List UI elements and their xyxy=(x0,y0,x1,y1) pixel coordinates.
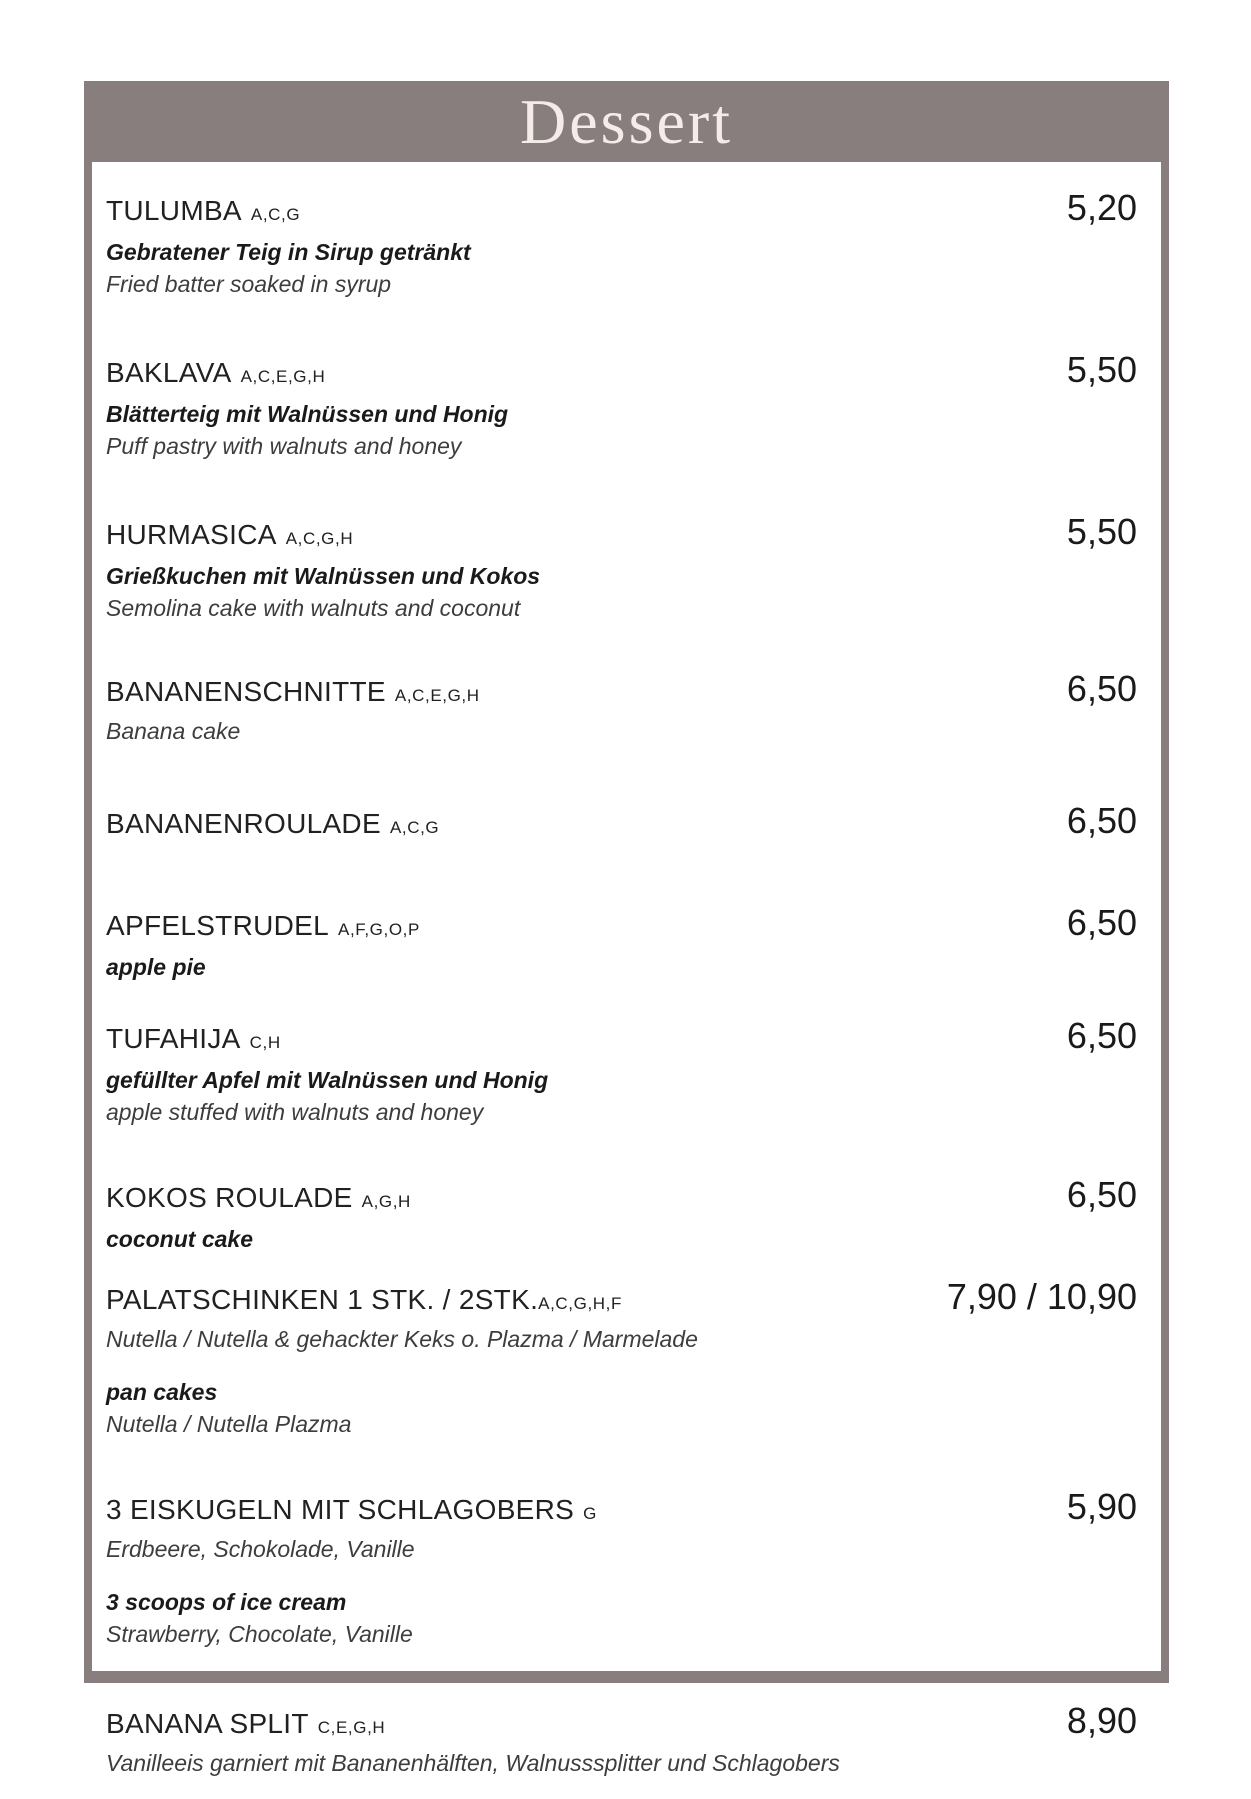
item-header xyxy=(106,1015,1137,1062)
item-price: 8,90 xyxy=(1066,1700,1137,1741)
page-title: Dessert xyxy=(520,86,733,157)
item-price: 6,50 xyxy=(1066,1174,1137,1215)
item-price: 5,50 xyxy=(1066,349,1137,390)
item-allergen-codes: A,C,G,H,F xyxy=(538,1294,622,1313)
item-header xyxy=(106,668,1137,715)
item-description-secondary: Puff pastry with walnuts and honey xyxy=(106,433,462,459)
item-description-secondary: Vanilleeis garniert mit Bananenhälften, Walnusssplitter und Schlagobers xyxy=(106,1750,840,1776)
item-name: BANANENROULADE xyxy=(106,808,381,839)
item-header xyxy=(106,1700,1137,1747)
menu-item xyxy=(106,800,1137,847)
item-price: 6,50 xyxy=(1066,902,1137,943)
item-header xyxy=(106,187,1137,234)
menu-item xyxy=(106,349,1137,462)
item-description-secondary: Erdbeere, Schokolade, Vanille xyxy=(106,1536,415,1562)
menu-item xyxy=(106,511,1137,624)
item-name: TUFAHIJA xyxy=(106,1023,241,1054)
menu-items xyxy=(92,162,1161,1799)
item-header xyxy=(106,902,1137,949)
menu-header-band xyxy=(84,81,1169,162)
item-description-primary: apple pie xyxy=(106,954,206,980)
menu-page xyxy=(84,81,1169,1776)
item-allergen-codes: A,C,G xyxy=(250,205,301,224)
item-allergen-codes: A,C,E,G,H xyxy=(394,686,480,705)
item-allergen-codes: C,H xyxy=(249,1033,281,1052)
item-header xyxy=(106,1174,1137,1221)
item-description-secondary: Fried batter soaked in syrup xyxy=(106,271,392,297)
item-allergen-codes: A,F,G,O,P xyxy=(338,920,420,939)
item-description-primary: pan cakes xyxy=(106,1379,218,1405)
item-allergen-codes: A,C,E,G,H xyxy=(240,367,326,386)
item-title xyxy=(106,1021,281,1062)
item-header xyxy=(106,349,1137,396)
item-price: 6,50 xyxy=(1066,668,1137,709)
item-title xyxy=(106,1180,411,1221)
item-price: 5,20 xyxy=(1066,187,1137,228)
item-description-primary: Blätterteig mit Walnüssen und Honig xyxy=(106,401,509,427)
item-description-primary: Gebratener Teig in Sirup getränkt xyxy=(106,239,471,265)
menu-item xyxy=(106,1276,1137,1440)
item-price: 7,90 / 10,90 xyxy=(946,1276,1137,1317)
menu-item xyxy=(106,902,1137,983)
item-title xyxy=(106,1282,622,1323)
item-title xyxy=(106,806,439,847)
menu-item xyxy=(106,1486,1137,1650)
item-allergen-codes: G xyxy=(583,1504,597,1523)
item-header xyxy=(106,1276,1137,1323)
item-title xyxy=(106,908,420,949)
item-header xyxy=(106,1486,1137,1533)
item-description-secondary: Banana cake xyxy=(106,718,241,744)
item-title xyxy=(106,517,353,558)
item-name: APFELSTRUDEL xyxy=(106,910,329,941)
item-name: TULUMBA xyxy=(106,195,242,226)
item-title xyxy=(106,1492,597,1533)
item-name: BAKLAVA xyxy=(106,357,232,388)
item-price: 5,50 xyxy=(1066,511,1137,552)
item-name: BANANENSCHNITTE xyxy=(106,676,386,707)
menu-item xyxy=(106,1174,1137,1255)
item-price: 6,50 xyxy=(1066,800,1137,841)
item-title xyxy=(106,355,325,396)
item-price: 5,90 xyxy=(1066,1486,1137,1527)
item-header xyxy=(106,511,1137,558)
item-title xyxy=(106,1706,385,1747)
item-allergen-codes: A,G,H xyxy=(361,1192,411,1211)
item-description-secondary: apple stuffed with walnuts and honey xyxy=(106,1099,484,1125)
item-description-primary: coconut cake xyxy=(106,1226,253,1252)
item-price: 6,50 xyxy=(1066,1015,1137,1056)
item-allergen-codes: C,E,G,H xyxy=(317,1718,386,1737)
menu-item xyxy=(106,1015,1137,1128)
item-description-secondary: Strawberry, Chocolate, Vanille xyxy=(106,1621,413,1647)
item-title xyxy=(106,193,300,234)
menu-item xyxy=(106,668,1137,747)
item-description-primary: gefüllter Apfel mit Walnüssen und Honig xyxy=(106,1067,549,1093)
item-description-secondary: Nutella / Nutella & gehackter Keks o. Plazma / Marmelade xyxy=(106,1326,698,1352)
item-name: BANANA SPLIT xyxy=(106,1708,309,1739)
item-description-primary: Grießkuchen mit Walnüssen und Kokos xyxy=(106,563,541,589)
item-name: 3 EISKUGELN MIT SCHLAGOBERS xyxy=(106,1494,575,1525)
item-name: KOKOS ROULADE xyxy=(106,1182,353,1213)
item-description-secondary: Nutella / Nutella Plazma xyxy=(106,1411,352,1437)
item-allergen-codes: A,C,G xyxy=(389,818,440,837)
item-description-secondary: Semolina cake with walnuts and coconut xyxy=(106,595,521,621)
item-header xyxy=(106,800,1137,847)
item-name: PALATSCHINKEN 1 STK. / 2STK. xyxy=(106,1284,539,1315)
menu-item xyxy=(106,1700,1137,1779)
item-name: HURMASICA xyxy=(106,519,277,550)
item-allergen-codes: A,C,G,H xyxy=(285,529,354,548)
item-description-primary: 3 scoops of ice cream xyxy=(106,1589,347,1615)
item-title xyxy=(106,674,480,715)
menu-item xyxy=(106,187,1137,300)
